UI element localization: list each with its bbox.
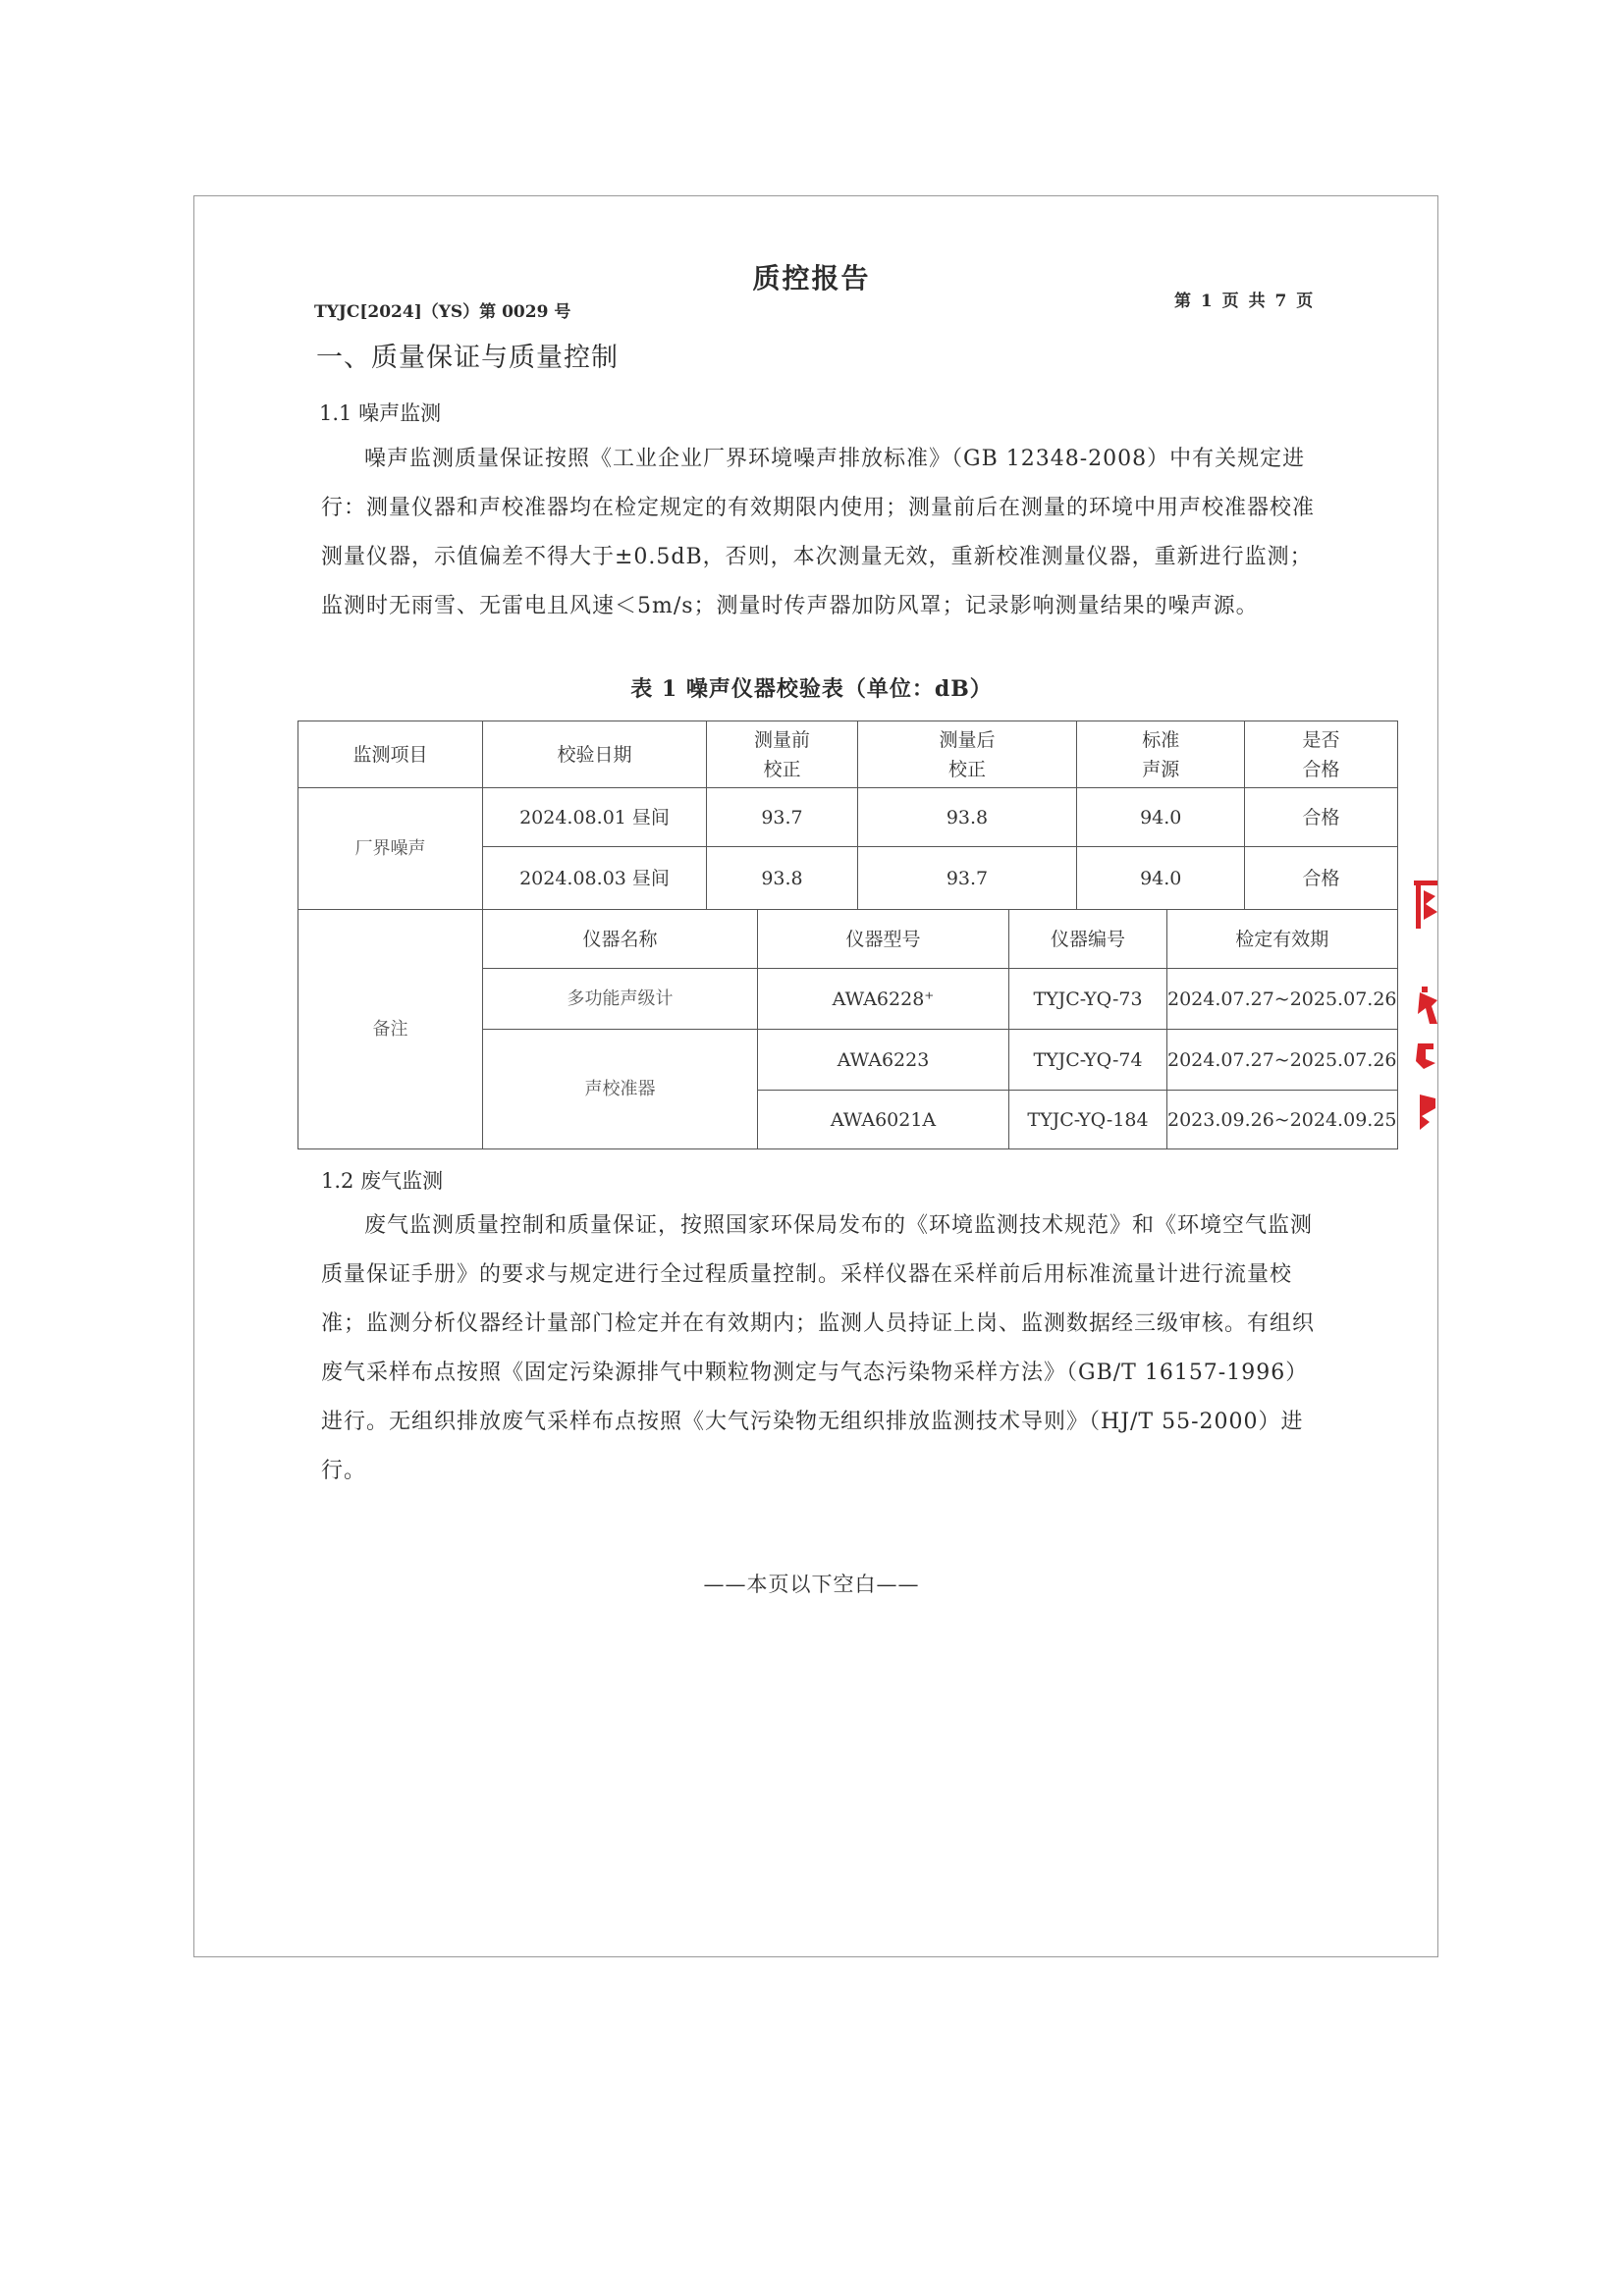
header-pass: 是否 合格	[1245, 721, 1397, 788]
section-heading: 一、质量保证与质量控制	[316, 343, 619, 373]
header-after: 测量后 校正	[858, 721, 1077, 788]
red-seal-stamp-fragment	[1412, 877, 1441, 1134]
noise-paragraph: 噪声监测质量保证按照《工业企业厂界环境噪声排放标准》（GB 12348-2008）中有关规定进行：测量仪器和声校准器均在检定规定的有效期限内使用；测量前后在测量的环境中用声校准器校准测量仪器，示值偏差不得大于±0.5dB，否则，本次测量无效，重新校准测量仪器，重新进行监测；监测时无雨雪、无雷电且风速＜5m/s；测量时传声器加防风罩；记录影响测量结果的噪声源。	[321, 447, 1316, 618]
table-header-row	[298, 721, 1398, 788]
header-instrument-model: 仪器型号	[758, 910, 1009, 969]
cell-date: 2024.08.03 昼间	[483, 847, 707, 910]
header-instrument-validity: 检定有效期	[1167, 910, 1398, 969]
instrument-validity: 2024.07.27~2025.07.26	[1167, 1030, 1398, 1091]
header-instrument-name: 仪器名称	[483, 910, 758, 969]
header-item: 监测项目	[298, 721, 483, 788]
cell-after: 93.8	[858, 788, 1077, 847]
cell-source: 94.0	[1077, 847, 1245, 910]
instrument-model: AWA6228⁺	[758, 969, 1009, 1030]
header-date: 校验日期	[483, 721, 707, 788]
document-number: TYJC[2024]（YS）第 0029 号	[314, 302, 571, 322]
cell-source: 94.0	[1077, 788, 1245, 847]
instrument-number: TYJC-YQ-74	[1009, 1030, 1167, 1091]
document-title: 质控报告	[752, 262, 871, 294]
cell-before: 93.7	[707, 788, 858, 847]
remarks-label: 备注	[298, 910, 483, 1149]
calibration-table	[298, 721, 1398, 1149]
cell-pass: 合格	[1245, 847, 1397, 910]
instrument-model: AWA6223	[758, 1030, 1009, 1091]
header-instrument-number: 仪器编号	[1009, 910, 1167, 969]
instrument-validity: 2024.07.27~2025.07.26	[1167, 969, 1398, 1030]
instrument-name: 声校准器	[483, 1030, 758, 1149]
instrument-name: 多功能声级计	[483, 969, 758, 1030]
instrument-model: AWA6021A	[758, 1091, 1009, 1149]
remarks-header-row	[298, 910, 1398, 969]
cell-before: 93.8	[707, 847, 858, 910]
noise-heading: 1.1 噪声监测	[319, 401, 442, 425]
cell-item: 厂界噪声	[298, 788, 483, 910]
cell-date: 2024.08.01 昼间	[483, 788, 707, 847]
cell-pass: 合格	[1245, 788, 1397, 847]
end-note: ——本页以下空白——	[703, 1573, 920, 1596]
header-before: 测量前 校正	[707, 721, 858, 788]
instrument-number: TYJC-YQ-184	[1009, 1091, 1167, 1149]
page-indicator: 第 1 页 共 7 页	[1174, 292, 1316, 311]
gas-paragraph: 废气监测质量控制和质量保证，按照国家环保局发布的《环境监测技术规范》和《环境空气监测质量保证手册》的要求与规定进行全过程质量控制。采样仪器在采样前后用标准流量计进行流量校准；监测分析仪器经计量部门检定并在有效期内；监测人员持证上岗、监测数据经三级审核。有组织废气采样布点按照《固定污染源排气中颗粒物测定与气态污染物采样方法》（GB/T 16157-1996）进行。无组织排放废气采样布点按照《大气污染物无组织排放监测技术导则》（HJ/T 55-2000）进行。	[321, 1213, 1316, 1483]
table-caption: 表 1 噪声仪器校验表（单位：dB）	[630, 676, 993, 702]
instrument-number: TYJC-YQ-73	[1009, 969, 1167, 1030]
header-source: 标准 声源	[1077, 721, 1245, 788]
cell-after: 93.7	[858, 847, 1077, 910]
instrument-validity: 2023.09.26~2024.09.25	[1167, 1091, 1398, 1149]
gas-heading: 1.2 废气监测	[321, 1169, 444, 1193]
table-row	[298, 788, 1398, 847]
